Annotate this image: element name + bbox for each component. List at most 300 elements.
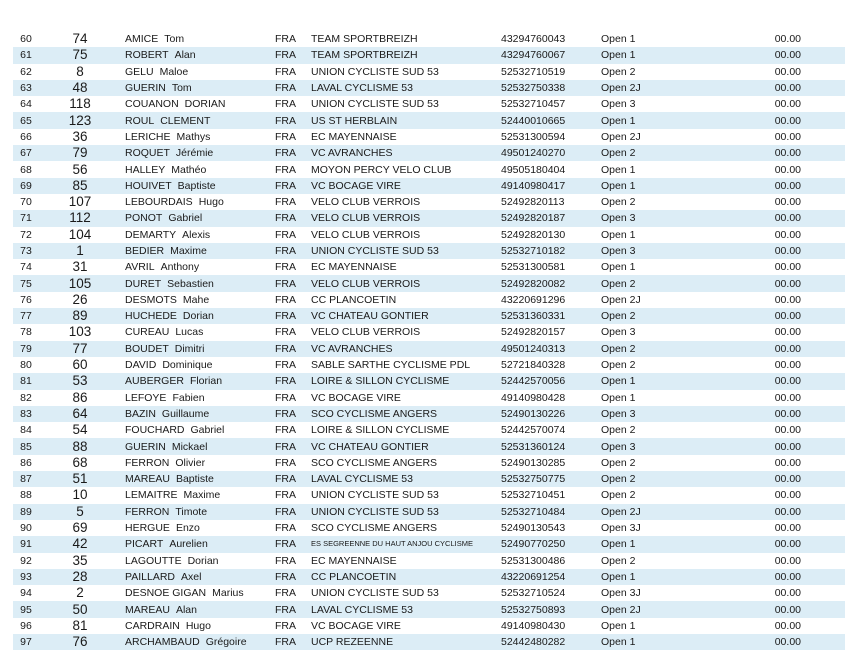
table-row: [13, 357, 845, 373]
rider-first-name: Alan: [174, 49, 196, 62]
category-cell: Open 1: [601, 261, 636, 274]
license-cell: 52492820187: [499, 210, 597, 226]
rider-name-cell: [121, 227, 271, 243]
rider-first-name: Grégoire: [205, 636, 247, 649]
time-cell: 00.00: [689, 341, 845, 357]
license-cell: 52440010665: [499, 112, 597, 128]
rider-last-name: DESNOE GIGAN: [125, 587, 207, 600]
category-cell: Open 1: [601, 163, 636, 176]
rider-first-name: Maxime: [170, 245, 207, 257]
table-row: [13, 406, 845, 422]
time-cell: 00.00: [689, 47, 845, 63]
license-cell: 49501240313: [499, 341, 597, 357]
rider-name-cell: [121, 585, 271, 601]
time-cell: 00.00: [774, 359, 801, 372]
rank-cell: 75: [13, 275, 39, 291]
category-cell: Open 2J: [601, 130, 641, 143]
category-cell: Open 1: [601, 391, 636, 404]
rider-name-cell: [121, 308, 271, 324]
rider-last-name: BAZIN: [125, 407, 156, 420]
rider-name-cell: [121, 275, 271, 291]
license-cell: 52531360331: [499, 308, 597, 324]
rider-name-cell: [121, 373, 271, 389]
rider-last-name: AUBERGER: [125, 375, 184, 388]
time-cell: 00.00: [774, 522, 801, 535]
rider-last-name: DURET: [125, 277, 162, 290]
rider-last-name: MAREAU: [125, 603, 170, 616]
category-cell: Open 1: [601, 33, 636, 46]
bib-cell: 10: [72, 487, 88, 503]
team-cell: VELO CLUB VERROIS: [311, 196, 421, 209]
rider-last-name: ROQUET: [125, 147, 170, 160]
table-row: [13, 80, 845, 96]
bib-cell: 53: [39, 373, 121, 389]
time-cell: 00.00: [689, 406, 845, 422]
rider-last-name: FERRON: [125, 505, 170, 518]
table-row: [13, 601, 845, 617]
license-cell: 52531300486: [501, 554, 566, 567]
rider-first-name: Maloe: [159, 65, 189, 78]
rank-cell: 95: [13, 601, 39, 617]
rider-name-cell: [121, 341, 271, 357]
rider-last-name: CUREAU: [125, 326, 170, 339]
table-row: [13, 129, 845, 145]
category-cell: Open 2: [597, 341, 689, 357]
table-row: [13, 553, 845, 569]
table-row: [13, 31, 845, 47]
nationality-cell: FRA: [275, 33, 296, 46]
rider-first-name: Alexis: [182, 228, 211, 241]
team-cell: VC CHATEAU GONTIER: [309, 438, 499, 454]
category-cell: Open 1: [597, 536, 689, 552]
rider-first-name: Alan: [175, 603, 197, 616]
bib-cell: 79: [39, 145, 121, 161]
category-cell: Open 1: [597, 373, 689, 389]
bib-cell: 42: [39, 536, 121, 552]
nationality-cell: FRA: [275, 456, 296, 469]
rank-cell: 72: [20, 228, 32, 241]
rank-cell: 94: [20, 587, 32, 600]
results-body: [13, 31, 845, 650]
time-cell: 00.00: [774, 326, 801, 339]
rider-last-name: FERRON: [125, 456, 170, 469]
table-row: [13, 504, 845, 520]
license-cell: 52490770250: [499, 536, 597, 552]
rider-first-name: Dominique: [162, 359, 213, 372]
rider-first-name: DORIAN: [184, 98, 226, 111]
team-cell: EC MAYENNAISE: [311, 130, 397, 143]
nationality-cell: FRA: [271, 373, 309, 389]
rider-name-cell: [121, 80, 271, 96]
rider-last-name: LEFOYE: [125, 391, 167, 404]
nationality-cell: FRA: [271, 145, 309, 161]
time-cell: 00.00: [774, 489, 801, 502]
rider-name-cell: [121, 618, 271, 634]
nationality-cell: FRA: [271, 178, 309, 194]
rider-first-name: Mathéo: [171, 163, 207, 176]
rider-first-name: Axel: [181, 570, 202, 583]
time-cell: 00.00: [774, 587, 801, 600]
team-cell: ES SEGREENNE DU HAUT ANJOU CYCLISME: [309, 536, 499, 552]
bib-cell: 54: [72, 422, 88, 438]
rider-first-name: Mahe: [182, 293, 210, 306]
time-cell: 00.00: [689, 601, 845, 617]
results-table: [13, 31, 845, 650]
rank-cell: 90: [20, 522, 32, 535]
time-cell: 00.00: [774, 98, 801, 111]
team-cell: UNION CYCLISTE SUD 53: [309, 504, 499, 520]
bib-cell: 5: [39, 504, 121, 520]
team-cell: VC AVRANCHES: [309, 145, 499, 161]
time-cell: 00.00: [774, 33, 801, 46]
rider-first-name: Maxime: [183, 489, 221, 502]
team-cell: VC BOCAGE VIRE: [311, 619, 401, 632]
license-cell: 43294760043: [501, 33, 566, 46]
nationality-cell: FRA: [275, 163, 296, 176]
rank-cell: 62: [20, 65, 32, 78]
table-row: [13, 227, 845, 243]
rider-name-cell: [121, 112, 271, 128]
nationality-cell: FRA: [275, 196, 296, 209]
team-cell: LOIRE & SILLON CYCLISME: [311, 424, 450, 437]
rank-cell: 67: [13, 145, 39, 161]
team-cell: EC MAYENNAISE: [311, 554, 397, 567]
nationality-cell: FRA: [271, 601, 309, 617]
rider-last-name: DAVID: [125, 359, 157, 372]
nationality-cell: FRA: [275, 391, 296, 404]
license-cell: 52492820157: [501, 326, 566, 339]
category-cell: Open 2: [597, 145, 689, 161]
rank-cell: 89: [13, 504, 39, 520]
time-cell: 00.00: [774, 261, 801, 274]
team-cell: LAVAL CYCLISME 53: [309, 601, 499, 617]
rank-cell: 60: [20, 33, 32, 46]
category-cell: Open 2: [601, 65, 636, 78]
rider-name-cell: [121, 536, 271, 552]
time-cell: 00.00: [689, 569, 845, 585]
time-cell: 00.00: [689, 275, 845, 291]
rank-cell: 83: [13, 406, 39, 422]
table-row: [13, 324, 845, 340]
time-cell: 00.00: [774, 391, 801, 404]
rank-cell: 85: [13, 438, 39, 454]
table-row: [13, 259, 845, 275]
time-cell: 00.00: [774, 456, 801, 469]
time-cell: 00.00: [689, 536, 845, 552]
team-cell: VELO CLUB VERROIS: [311, 228, 421, 241]
team-cell: UNION CYCLISTE SUD 53: [311, 65, 439, 78]
table-row: [13, 210, 845, 226]
rank-cell: 64: [20, 98, 32, 111]
rider-first-name: Florian: [189, 375, 223, 388]
team-cell: LAVAL CYCLISME 53: [309, 471, 499, 487]
rider-last-name: PICART: [125, 538, 164, 551]
team-cell: SABLE SARTHE CYCLISME PDL: [311, 359, 471, 372]
rider-last-name: FOUCHARD: [125, 424, 185, 437]
nationality-cell: FRA: [271, 406, 309, 422]
table-row: [13, 438, 845, 454]
bib-cell: 105: [39, 275, 121, 291]
rider-first-name: Mathys: [176, 130, 211, 143]
license-cell: 49501240270: [499, 145, 597, 161]
rider-name-cell: [121, 455, 271, 471]
license-cell: 52532750338: [499, 80, 597, 96]
category-cell: Open 2: [601, 424, 636, 437]
team-cell: UNION CYCLISTE SUD 53: [311, 587, 439, 600]
rank-cell: 76: [20, 293, 32, 306]
team-cell: US ST HERBLAIN: [309, 112, 499, 128]
nationality-cell: FRA: [275, 489, 296, 502]
bib-cell: 69: [72, 520, 88, 536]
category-cell: Open 2: [597, 275, 689, 291]
team-cell: SCO CYCLISME ANGERS: [311, 522, 438, 535]
table-row: [13, 569, 845, 585]
bib-cell: 118: [69, 96, 91, 112]
license-cell: 52490130543: [501, 522, 566, 535]
rider-first-name: Baptiste: [177, 179, 216, 192]
time-cell: 00.00: [689, 243, 845, 259]
time-cell: 00.00: [689, 504, 845, 520]
nationality-cell: FRA: [275, 522, 296, 535]
bib-cell: 26: [72, 291, 88, 307]
rider-first-name: Timote: [175, 505, 208, 518]
category-cell: Open 1: [597, 634, 689, 650]
rider-name-cell: [121, 64, 271, 80]
rider-last-name: AVRIL: [125, 261, 155, 274]
rank-cell: 78: [20, 326, 32, 339]
rider-name-cell: [121, 520, 271, 536]
rider-first-name: CLEMENT: [160, 114, 211, 127]
bib-cell: 81: [72, 617, 88, 633]
bib-cell: 104: [68, 226, 92, 242]
rider-name-cell: [121, 292, 271, 308]
nationality-cell: FRA: [275, 359, 296, 372]
rider-last-name: HALLEY: [125, 163, 166, 176]
license-cell: 52490130285: [501, 456, 566, 469]
time-cell: 00.00: [689, 438, 845, 454]
bib-cell: 60: [72, 357, 88, 373]
rider-last-name: HERGUE: [125, 522, 170, 535]
rider-last-name: BOUDET: [125, 342, 169, 355]
team-cell: VC AVRANCHES: [309, 341, 499, 357]
category-cell: Open 1: [597, 47, 689, 63]
time-cell: 00.00: [774, 130, 801, 143]
nationality-cell: FRA: [275, 261, 296, 274]
rider-name-cell: [121, 161, 271, 177]
license-cell: 52721840328: [501, 359, 566, 372]
nationality-cell: FRA: [271, 569, 309, 585]
nationality-cell: FRA: [275, 554, 296, 567]
rider-name-cell: [121, 553, 271, 569]
bib-cell: 35: [72, 552, 88, 568]
rider-first-name: Enzo: [175, 522, 200, 535]
team-cell: SCO CYCLISME ANGERS: [309, 406, 499, 422]
category-cell: Open 3: [601, 98, 636, 111]
rank-cell: 63: [13, 80, 39, 96]
rider-name-cell: [121, 178, 271, 194]
category-cell: Open 2J: [597, 601, 689, 617]
time-cell: 00.00: [689, 471, 845, 487]
rider-first-name: Gabriel: [190, 424, 225, 437]
license-cell: 52442570056: [499, 373, 597, 389]
rank-cell: 96: [20, 619, 32, 632]
table-row: [13, 618, 845, 634]
nationality-cell: FRA: [271, 243, 309, 259]
bib-cell: 68: [72, 454, 88, 470]
rider-last-name: HOUIVET: [125, 179, 172, 192]
bib-cell: 77: [39, 341, 121, 357]
table-row: [13, 178, 845, 194]
rider-last-name: MAREAU: [125, 473, 170, 486]
rider-name-cell: [121, 357, 271, 373]
rank-cell: 73: [13, 243, 39, 259]
bib-cell: 51: [39, 471, 121, 487]
category-cell: Open 1: [597, 112, 689, 128]
category-cell: Open 2: [601, 359, 636, 372]
rider-first-name: Lucas: [175, 326, 204, 339]
rank-cell: 61: [13, 47, 39, 63]
rider-last-name: GUERIN: [125, 440, 166, 453]
time-cell: 00.00: [774, 196, 801, 209]
table-row: [13, 96, 845, 112]
rider-first-name: Jérémie: [175, 147, 214, 160]
category-cell: Open 2: [601, 489, 636, 502]
license-cell: 52532710524: [501, 587, 566, 600]
rider-name-cell: [121, 487, 271, 503]
team-cell: SCO CYCLISME ANGERS: [311, 456, 438, 469]
rider-first-name: Gabriel: [168, 212, 203, 225]
table-row: [13, 308, 845, 324]
rider-name-cell: [121, 31, 271, 47]
time-cell: 00.00: [689, 210, 845, 226]
rank-cell: 69: [13, 178, 39, 194]
category-cell: Open 3: [601, 326, 636, 339]
rider-first-name: Anthony: [160, 261, 200, 274]
rider-name-cell: [121, 634, 271, 650]
table-row: [13, 112, 845, 128]
table-row: [13, 47, 845, 63]
rider-name-cell: [121, 438, 271, 454]
table-row: [13, 341, 845, 357]
table-row: [13, 471, 845, 487]
rider-first-name: Aurelien: [169, 538, 208, 551]
nationality-cell: FRA: [275, 587, 296, 600]
nationality-cell: FRA: [275, 293, 296, 306]
license-cell: 52532710457: [501, 98, 566, 111]
rank-cell: 82: [20, 391, 32, 404]
rider-last-name: ARCHAMBAUD: [125, 636, 200, 649]
rider-first-name: Hugo: [198, 196, 224, 209]
time-cell: 00.00: [689, 112, 845, 128]
category-cell: Open 3J: [601, 522, 641, 535]
nationality-cell: FRA: [271, 504, 309, 520]
license-cell: 52531300581: [501, 261, 566, 274]
table-row: [13, 145, 845, 161]
time-cell: 00.00: [689, 80, 845, 96]
rank-cell: 81: [13, 373, 39, 389]
category-cell: Open 3: [597, 438, 689, 454]
time-cell: 00.00: [689, 634, 845, 650]
table-row: [13, 390, 845, 406]
table-row: [13, 455, 845, 471]
table-row: [13, 585, 845, 601]
rider-name-cell: [121, 422, 271, 438]
rank-cell: 70: [20, 196, 32, 209]
bib-cell: 85: [39, 178, 121, 194]
rider-name-cell: [121, 47, 271, 63]
nationality-cell: FRA: [271, 634, 309, 650]
nationality-cell: FRA: [275, 65, 296, 78]
category-cell: Open 1: [597, 178, 689, 194]
table-row: [13, 422, 845, 438]
table-row: [13, 275, 845, 291]
bib-cell: 1: [39, 243, 121, 259]
rider-last-name: LAGOUTTE: [125, 554, 182, 567]
license-cell: 52531300594: [501, 130, 566, 143]
license-cell: 52532750775: [499, 471, 597, 487]
rank-cell: 80: [20, 359, 32, 372]
team-cell: UCP REZEENNE: [309, 634, 499, 650]
category-cell: Open 2: [601, 554, 636, 567]
license-cell: 52532710519: [501, 65, 566, 78]
team-cell: LOIRE & SILLON CYCLISME: [309, 373, 499, 389]
team-cell: UNION CYCLISTE SUD 53: [311, 489, 439, 502]
team-cell: VELO CLUB VERROIS: [311, 326, 421, 339]
rank-cell: 74: [20, 261, 32, 274]
rider-last-name: DEMARTY: [125, 228, 177, 241]
table-row: [13, 64, 845, 80]
license-cell: 52442570074: [501, 424, 566, 437]
rider-first-name: Tom: [164, 33, 185, 46]
rider-last-name: BEDIER: [125, 245, 165, 257]
rider-name-cell: [121, 406, 271, 422]
table-row: [13, 194, 845, 210]
rider-name-cell: [121, 259, 271, 275]
nationality-cell: FRA: [271, 471, 309, 487]
rider-name-cell: [121, 243, 271, 259]
bib-cell: 107: [68, 194, 92, 210]
license-cell: 52492820082: [499, 275, 597, 291]
rank-cell: 84: [20, 424, 32, 437]
rider-first-name: Sebastien: [167, 277, 214, 290]
license-cell: 49140980430: [501, 619, 566, 632]
time-cell: 00.00: [774, 424, 801, 437]
license-cell: 43294760067: [499, 47, 597, 63]
nationality-cell: FRA: [275, 424, 296, 437]
rider-last-name: AMICE: [125, 33, 159, 46]
bib-cell: 86: [72, 389, 88, 405]
rider-name-cell: [121, 145, 271, 161]
category-cell: Open 1: [597, 569, 689, 585]
nationality-cell: FRA: [271, 536, 309, 552]
time-cell: 00.00: [774, 619, 801, 632]
nationality-cell: FRA: [271, 47, 309, 63]
nationality-cell: FRA: [271, 308, 309, 324]
rank-cell: 79: [13, 341, 39, 357]
time-cell: 00.00: [774, 293, 801, 306]
nationality-cell: FRA: [275, 619, 296, 632]
time-cell: 00.00: [774, 65, 801, 78]
rank-cell: 77: [13, 308, 39, 324]
bib-cell: 28: [39, 569, 121, 585]
license-cell: 52442480282: [499, 634, 597, 650]
time-cell: 00.00: [689, 178, 845, 194]
bib-cell: 48: [39, 80, 121, 96]
rider-first-name: Mickael: [171, 440, 208, 453]
team-cell: UNION CYCLISTE SUD 53: [309, 243, 499, 259]
rider-first-name: Tom: [171, 82, 192, 95]
category-cell: Open 2: [601, 456, 636, 469]
